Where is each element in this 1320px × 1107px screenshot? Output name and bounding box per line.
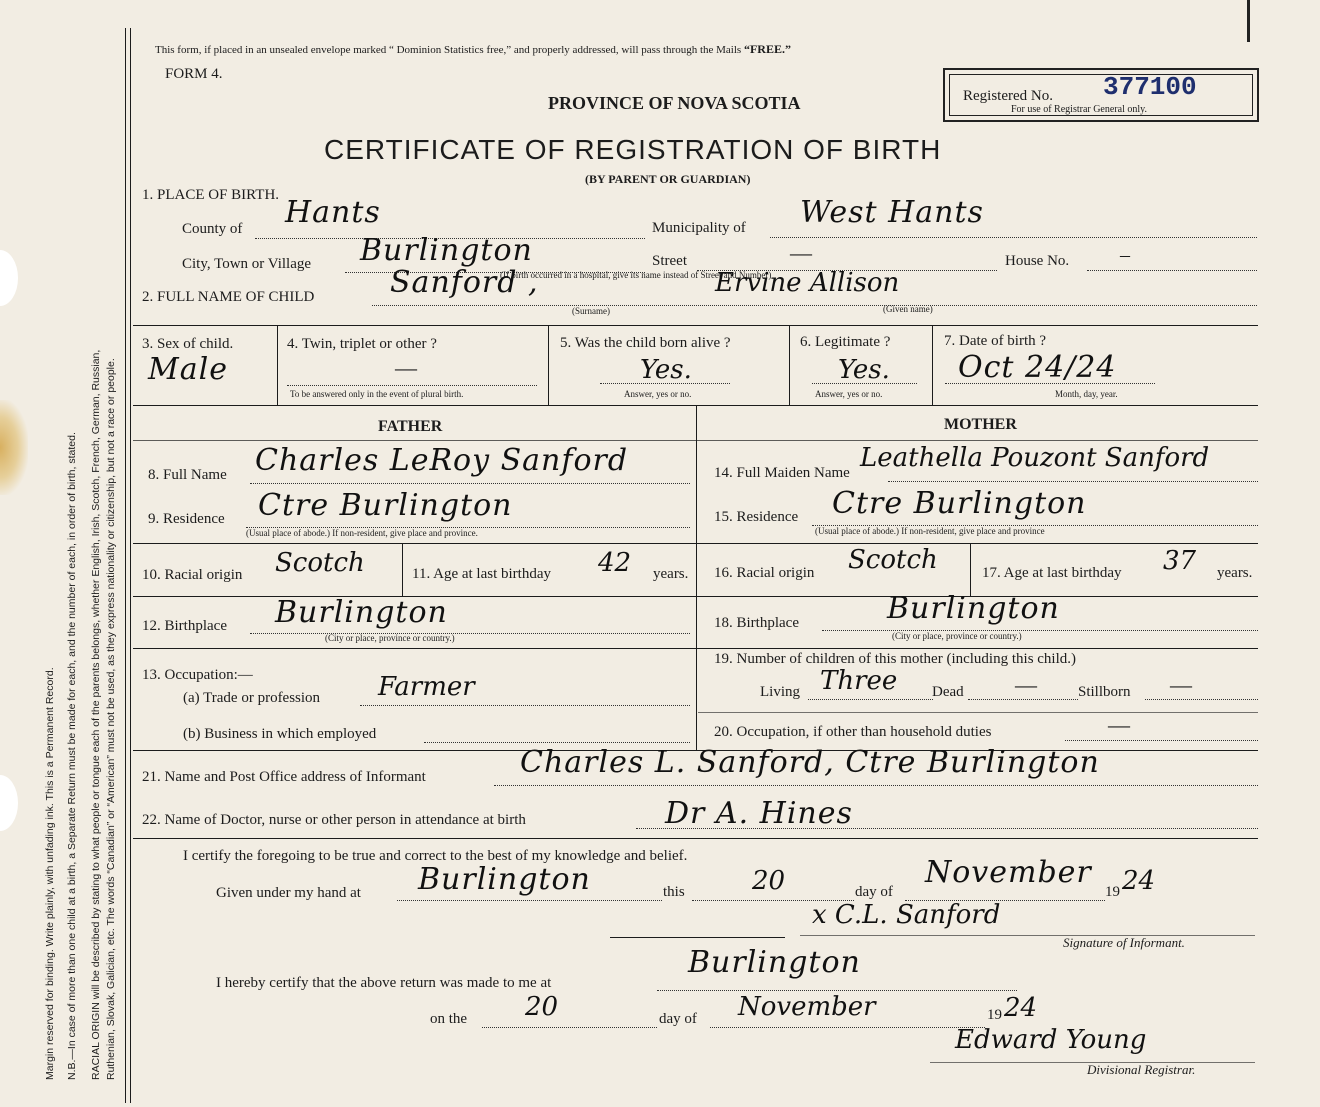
father-res-label: 9. Residence <box>148 511 225 527</box>
trade-value: Farmer <box>378 672 475 702</box>
surname-caption: (Surname) <box>572 306 610 316</box>
street-label: Street <box>652 253 687 269</box>
mother-heading: MOTHER <box>944 416 1017 433</box>
legit-label: 6. Legitimate ? <box>800 334 891 350</box>
dob-label: 7. Date of birth ? <box>944 333 1047 349</box>
mother-res-label: 15. Residence <box>714 509 799 525</box>
father-age: 42 <box>598 548 632 578</box>
mother-res-note: (Usual place of abode.) If non-resident, give place and province <box>815 526 1045 536</box>
father-occupation-label: 13. Occupation:— <box>142 667 253 683</box>
registrar-day: 20 <box>525 992 559 1022</box>
page-subtitle: (BY PARENT OR GUARDIAN) <box>585 172 751 186</box>
mother-birth-note: (City or place, province or country.) <box>892 631 1022 641</box>
mother-age: 37 <box>1163 546 1197 576</box>
twin-label: 4. Twin, triplet or other ? <box>287 336 437 352</box>
registrar-year: 24 <box>1004 993 1038 1023</box>
form-number: FORM 4. <box>165 66 223 82</box>
mail-free: “FREE.” <box>743 42 791 56</box>
father-heading: FATHER <box>378 418 443 435</box>
father-birth-note: (City or place, province or country.) <box>325 633 455 643</box>
registrar-day-of-label: day of <box>659 1011 697 1027</box>
legit-value: Yes. <box>838 355 890 385</box>
dead-label: Dead <box>932 684 964 700</box>
business-label: (b) Business in which employed <box>183 726 377 742</box>
mail-notice-text: This form, if placed in an unsealed envelope marked “ Dominion Statistics free,” and properly addressed, will pass through the Mails <box>155 44 742 56</box>
certify-statement: I certify the foregoing to be true and correct to the best of my knowledge and belief. <box>183 848 688 864</box>
certify-month: November <box>925 855 1092 890</box>
sex-label: 3. Sex of child. <box>142 336 234 352</box>
rule <box>548 325 549 405</box>
twin-note: To be answered only in the event of plural birth. <box>290 389 464 399</box>
this-label: this <box>663 884 685 900</box>
given-place: Burlington <box>418 862 591 897</box>
father-age-label: 11. Age at last birthday <box>412 566 551 582</box>
county-value: Hants <box>285 195 381 230</box>
municipality-label: Municipality of <box>652 220 746 236</box>
father-name-label: 8. Full Name <box>148 467 227 483</box>
certify-year-prefix: 19 <box>1105 884 1120 900</box>
paper-stain <box>0 400 28 495</box>
rule <box>402 543 403 596</box>
father-birthplace: Burlington <box>275 595 448 630</box>
father-res-note: (Usual place of abode.) If non-resident, give place and province. <box>246 528 478 538</box>
informant-signature: x C.L. Sanford <box>812 900 1001 930</box>
child-given-name: Ervine Allison <box>715 268 900 298</box>
dead-value: — <box>1015 672 1037 697</box>
registrar-place: Burlington <box>688 945 861 980</box>
mother-residence: Ctre Burlington <box>832 486 1087 521</box>
dob-note: Month, day, year. <box>1055 389 1118 399</box>
living-label: Living <box>760 684 800 700</box>
margin-plural-note: N.B.—In case of more than one child at a birth, a Separate Return must be made for each, and the number of each, in order of birth, stated. <box>66 432 78 1080</box>
living-value: Three <box>820 666 898 696</box>
stillborn-value: — <box>1170 672 1192 697</box>
rule <box>696 405 697 750</box>
father-name: Charles LeRoy Sanford <box>255 443 629 478</box>
mother-age-label: 17. Age at last birthday <box>982 565 1122 581</box>
mail-notice <box>155 42 791 57</box>
doctor-value: Dr A. Hines <box>665 796 853 831</box>
registrar-caption: Divisional Registrar. <box>1087 1062 1196 1077</box>
father-race-label: 10. Racial origin <box>142 567 243 583</box>
mother-years: years. <box>1217 565 1253 581</box>
margin-racial-note-2: Ruthenian, Slovak, Galician, etc. The words “Canadian” or “American” must not be used, as they express nationality or citizenship, but not a race or people. <box>105 358 117 1080</box>
rule <box>698 712 1258 713</box>
registered-number: 377100 <box>1103 72 1197 102</box>
margin-binding-note: Margin reserved for binding. Write plainly, with unfading ink. This is a Permanent Record. <box>44 667 56 1080</box>
mother-birthplace: Burlington <box>887 591 1060 626</box>
father-years: years. <box>653 566 689 582</box>
father-residence: Ctre Burlington <box>258 488 513 523</box>
rule <box>133 648 1258 649</box>
rule <box>610 937 785 938</box>
registrar-statement: I hereby certify that the above return was made to me at <box>216 975 552 991</box>
mother-occupation-value: — <box>1108 712 1130 737</box>
registrar-year-prefix: 19 <box>987 1007 1002 1023</box>
sex-value: Male <box>148 352 228 387</box>
mother-race-label: 16. Racial origin <box>714 565 815 581</box>
mother-birth-label: 18. Birthplace <box>714 615 799 631</box>
rule <box>133 543 1258 544</box>
father-race: Scotch <box>275 548 365 578</box>
alive-note: Answer, yes or no. <box>624 389 692 399</box>
child-surname: Sanford , <box>390 265 539 300</box>
binding-hole <box>0 250 18 306</box>
rule <box>133 325 1258 326</box>
dob-value: Oct 24/24 <box>958 350 1117 385</box>
street-value: — <box>790 240 812 265</box>
municipality-value: West Hants <box>800 195 984 230</box>
city-value: Burlington <box>360 233 533 268</box>
rule <box>932 325 933 405</box>
registered-label: Registered No. <box>963 88 1053 104</box>
certify-day: 20 <box>752 866 786 896</box>
rule <box>800 935 1255 936</box>
trade-label: (a) Trade or profession <box>183 690 321 706</box>
day-of-label: day of <box>855 884 893 900</box>
registered-box <box>943 68 1259 122</box>
left-border-inner <box>130 28 131 1103</box>
informant-label: 21. Name and Post Office address of Informant <box>142 769 426 785</box>
stillborn-label: Stillborn <box>1078 684 1131 700</box>
father-birth-label: 12. Birthplace <box>142 618 227 634</box>
house-label: House No. <box>1005 253 1070 269</box>
mother-occupation-label: 20. Occupation, if other than household duties <box>714 724 992 740</box>
informant-value: Charles L. Sanford, Ctre Burlington <box>520 745 1100 780</box>
margin-racial-note: RACIAL ORIGIN will be described by stating to what people or tongue each of the parents belongs, whether English, Irish, Scotch, French, German, Russian, <box>90 349 102 1080</box>
alive-label: 5. Was the child born alive ? <box>560 335 731 351</box>
registrar-note: For use of Registrar General only. <box>1011 104 1147 115</box>
registrar-month: November <box>738 992 876 1022</box>
province-title: PROVINCE OF NOVA SCOTIA <box>548 93 801 113</box>
city-label: City, Town or Village <box>182 256 312 272</box>
left-border <box>125 28 126 1103</box>
on-the-label: on the <box>430 1011 468 1027</box>
twin-value: — <box>395 355 417 380</box>
rule <box>133 440 1258 441</box>
rule <box>133 838 1258 839</box>
binding-hole <box>0 775 18 831</box>
rule <box>277 325 278 405</box>
signature-caption: Signature of Informant. <box>1063 935 1185 950</box>
child-name-label: 2. FULL NAME OF CHILD <box>142 289 315 305</box>
page-title: CERTIFICATE OF REGISTRATION OF BIRTH <box>324 134 942 165</box>
hospital-note: (If birth occurred in a hospital, give its name instead of Street and Number) <box>500 270 772 280</box>
mother-name-label: 14. Full Maiden Name <box>714 465 850 481</box>
alive-value: Yes. <box>640 355 692 385</box>
doctor-label: 22. Name of Doctor, nurse or other person in attendance at birth <box>142 812 526 828</box>
county-label: County of <box>182 221 243 237</box>
mother-name: Leathella Pouzont Sanford <box>860 443 1210 473</box>
certify-year: 24 <box>1122 866 1156 896</box>
registrar-signature: Edward Young <box>955 1025 1147 1055</box>
place-section: 1. PLACE OF BIRTH. <box>142 187 280 203</box>
edge-mark <box>1247 0 1250 42</box>
given-label: Given under my hand at <box>216 885 361 901</box>
rule <box>970 543 971 596</box>
given-caption: (Given name) <box>883 304 933 314</box>
house-value: – <box>1120 244 1130 266</box>
rule <box>789 325 790 405</box>
mother-race: Scotch <box>848 545 938 575</box>
legit-note: Answer, yes or no. <box>815 389 883 399</box>
children-label: 19. Number of children of this mother (including this child.) <box>714 651 1077 667</box>
